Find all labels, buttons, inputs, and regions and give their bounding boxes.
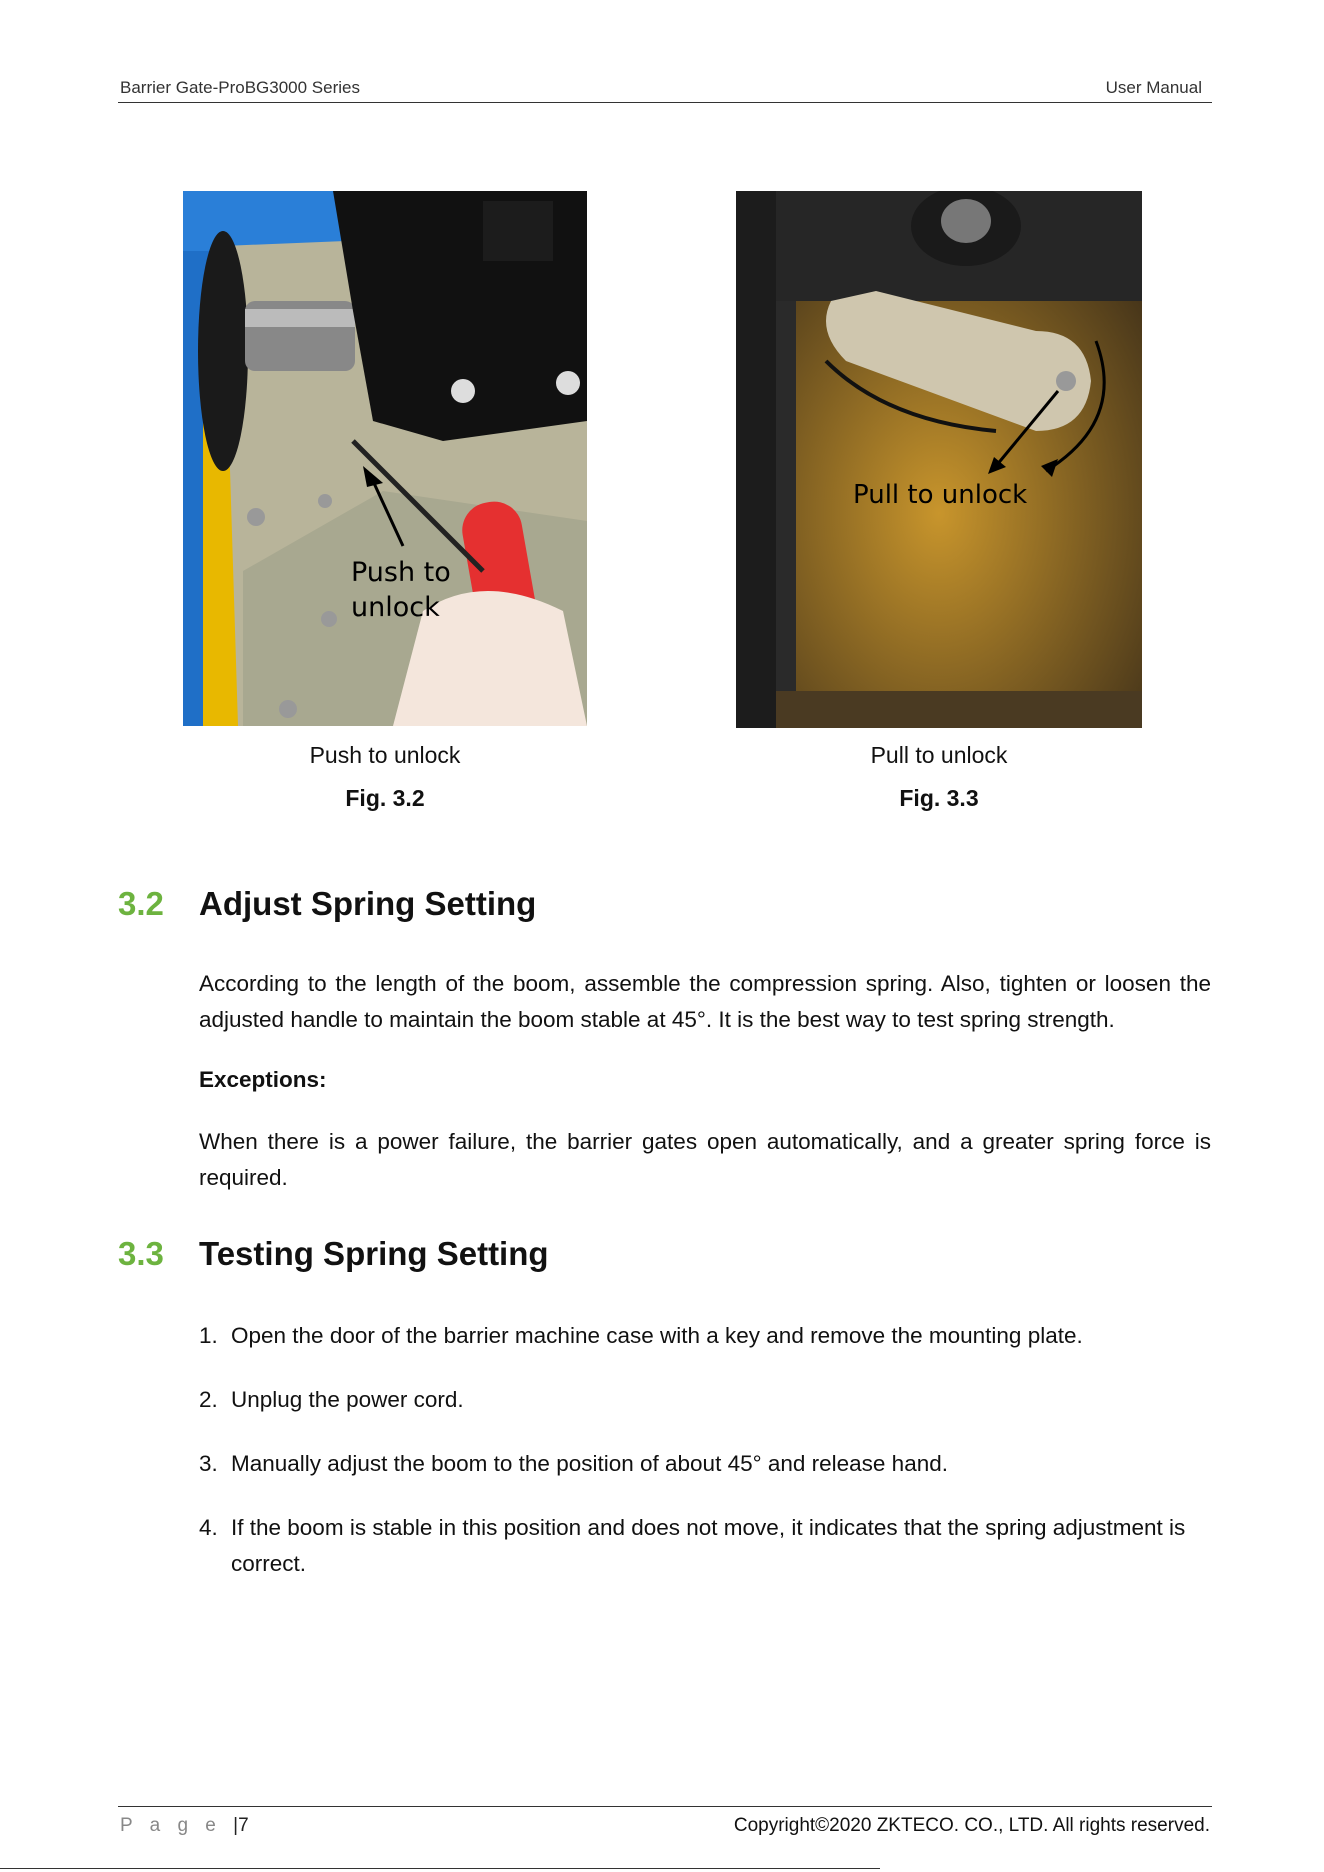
header-product: Barrier Gate-ProBG3000 Series (120, 78, 360, 97)
list-item (199, 1446, 1211, 1482)
step-text: Open the door of the barrier machine case with a key and remove the mounting plate. (231, 1323, 1083, 1348)
page-separator: | (233, 1815, 239, 1836)
caption-text: Pull to unlock (870, 742, 1008, 768)
exceptions-heading: Exceptions: (199, 1067, 327, 1092)
caption-fig-3-3 (736, 742, 1142, 812)
section-number: 3.3 (118, 1235, 164, 1272)
step-number: 3. (199, 1451, 218, 1476)
figure-pull-to-unlock (736, 191, 1142, 728)
step-text: If the boom is stable in this position and does not move, it indicates that the spring adjustment is correct. (231, 1515, 1186, 1576)
figure-label: Fig. 3.3 (899, 785, 979, 811)
page-header (118, 78, 1212, 103)
section-title: Testing Spring Setting (199, 1235, 549, 1272)
page-label: P a g e (120, 1815, 222, 1836)
copyright: Copyright©2020 ZKTECO. CO., LTD. All rights reserved. (733, 1815, 1210, 1836)
list-item (199, 1318, 1211, 1354)
bottom-divider (0, 1868, 880, 1869)
steps-list (199, 1318, 1211, 1610)
exceptions-text: When there is a power failure, the barrier gates open automatically, and a greater spring force is required. (199, 1129, 1211, 1190)
step-number: 2. (199, 1387, 218, 1412)
list-item (199, 1382, 1211, 1418)
page-indicator (120, 1815, 249, 1837)
overlay-pull: Pull to unlock (853, 480, 1028, 510)
step-number: 1. (199, 1323, 218, 1348)
page-number: 7 (238, 1815, 249, 1836)
figure-label: Fig. 3.2 (345, 785, 425, 811)
overlay-push-line2: unlock (351, 592, 440, 623)
step-number: 4. (199, 1515, 218, 1540)
step-text: Manually adjust the boom to the position of about 45° and release hand. (231, 1451, 948, 1476)
step-text: Unplug the power cord. (231, 1387, 464, 1412)
section-title: Adjust Spring Setting (199, 885, 537, 922)
figure-push-to-unlock (183, 191, 587, 726)
list-item (199, 1510, 1211, 1582)
page-footer (118, 1806, 1212, 1843)
caption-text: Push to unlock (309, 742, 461, 768)
section-number: 3.2 (118, 885, 164, 922)
header-doc-type: User Manual (1105, 78, 1202, 97)
overlay-push-line1: Push to (351, 557, 451, 588)
photo-pull-to-unlock (736, 191, 1142, 728)
photo-push-to-unlock (183, 191, 587, 726)
section-paragraph: According to the length of the boom, assemble the compression spring. Also, tighten or loosen the adjusted handle to maintain the boom stable at 45°. It is the best way to test spring strength. (199, 971, 1211, 1032)
caption-fig-3-2 (183, 742, 587, 812)
